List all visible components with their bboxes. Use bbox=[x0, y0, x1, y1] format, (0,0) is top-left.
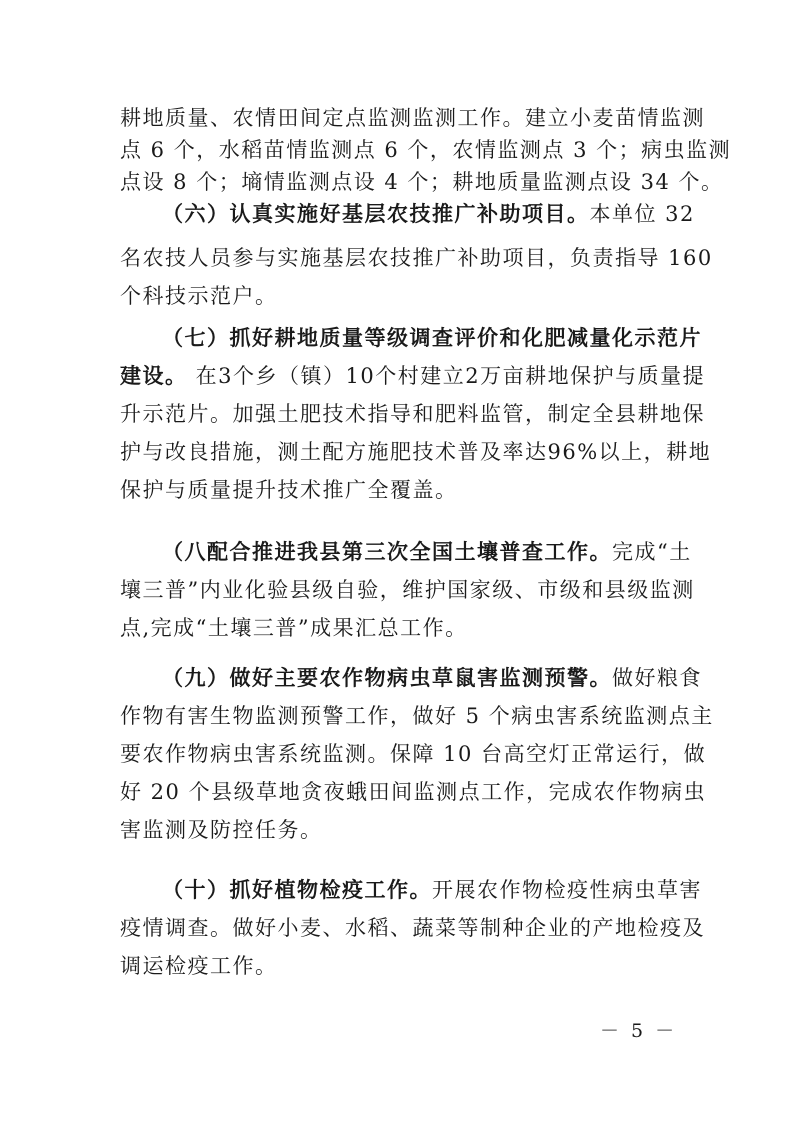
page-number: － 5 － bbox=[600, 1020, 678, 1042]
section-heading-8: （八配合推进我县第三次全国土壤普查工作。 bbox=[162, 540, 612, 564]
text-line: 名农技人员参与实施基层农技推广补助项目，负责指导 160 bbox=[120, 246, 713, 270]
section-heading-10: （十）抓好植物检疫工作。 bbox=[162, 878, 432, 902]
text-line bbox=[120, 536, 692, 568]
text-line bbox=[120, 360, 706, 392]
text-line bbox=[120, 874, 702, 906]
section-heading-6: （六）认真实施好基层农技推广补助项目。 bbox=[162, 202, 590, 226]
text-line: 要农作物病虫害系统监测。保障 10 台高空灯正常运行，做 bbox=[120, 742, 707, 766]
text-line: 升示范片。加强土肥技术指导和肥料监管，制定全县耕地保 bbox=[120, 402, 705, 426]
text-line: 点 6 个，水稻苗情监测点 6 个，农情监测点 3 个；病虫监测 bbox=[120, 138, 732, 162]
text-line bbox=[120, 198, 695, 230]
text-line: 护与改良措施，测土配方施肥技术普及率达96%以上，耕地 bbox=[120, 440, 712, 464]
section-heading-7: （七）抓好耕地质量等级调查评价和化肥减量化示范片 bbox=[162, 326, 702, 350]
paragraph-section-10 bbox=[120, 874, 705, 982]
text-line: 作物有害生物监测预警工作，做好 5 个病虫害系统监测点主 bbox=[120, 704, 714, 728]
paragraph-section-9 bbox=[120, 662, 714, 846]
text-line bbox=[120, 662, 702, 694]
text-run: 开展农作物检疫性病虫草害 bbox=[432, 878, 702, 902]
text-line: 点设 8 个；墒情监测点设 4 个；耕地质量监测点设 34 个。 bbox=[120, 170, 724, 194]
text-line: 调运检疫工作。 bbox=[120, 954, 278, 978]
paragraph-section-6 bbox=[120, 198, 713, 312]
text-line: 害监测及防控任务。 bbox=[120, 818, 323, 842]
text-line: 个科技示范户。 bbox=[120, 284, 278, 308]
section-heading-9: （九）做好主要农作物病虫草鼠害监测预警。 bbox=[162, 666, 612, 690]
section-heading-7-cont: 建设。 bbox=[120, 364, 188, 388]
text-line: 好 20 个县级草地贪夜蛾田间监测点工作，完成农作物病虫 bbox=[120, 780, 707, 804]
text-line: 保护与质量提升技术推广全覆盖。 bbox=[120, 478, 458, 502]
paragraph-section-8 bbox=[120, 536, 695, 644]
text-line: 壤三普”内业化验县级自验，维护国家级、市级和县级监测 bbox=[120, 578, 695, 602]
text-line: 疫情调查。做好小麦、水稻、蔬菜等制种企业的产地检疫及 bbox=[120, 916, 705, 940]
text-run: 做好粮食 bbox=[612, 666, 702, 690]
text-run: 本单位 32 bbox=[589, 202, 695, 226]
text-run: 在3个乡（镇）10个村建立2万亩耕地保护与质量提 bbox=[187, 364, 706, 388]
text-line: 耕地质量、农情田间定点监测监测工作。建立小麦苗情监测 bbox=[120, 106, 705, 130]
text-line: 点,完成“土壤三普”成果汇总工作。 bbox=[120, 616, 468, 640]
paragraph-monitoring-points bbox=[120, 102, 732, 198]
text-run: 完成“土 bbox=[612, 540, 692, 564]
paragraph-section-7 bbox=[120, 322, 712, 506]
